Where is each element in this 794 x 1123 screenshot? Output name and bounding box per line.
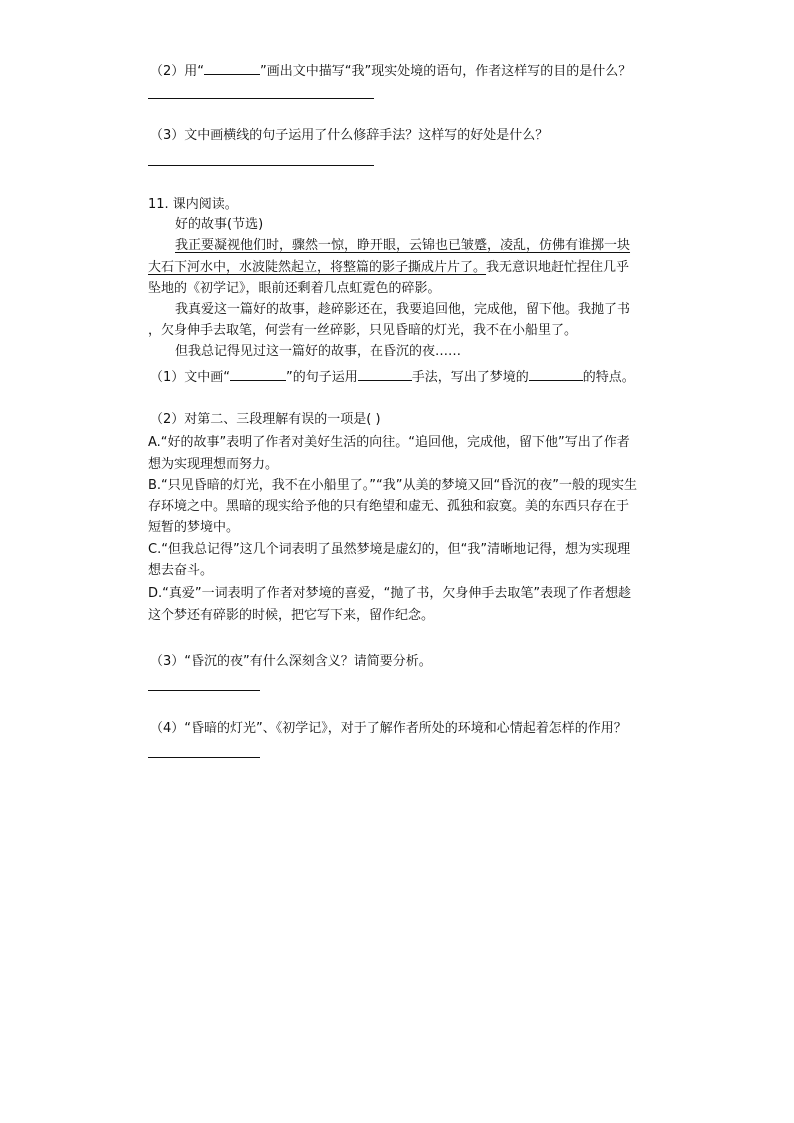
sub1-text-b: ”的句子运用 <box>286 370 358 385</box>
passage-p3-line1: 但我总记得见过这一篇好的故事，在昏沉的夜…… <box>175 344 462 359</box>
option-b-line3[interactable]: 短暂的梦境中。 <box>148 520 240 535</box>
sub1-text-d: 的特点。 <box>582 370 635 385</box>
question-prev-sub3: （3）文中画横线的句子运用了什么修辞手法？这样写的好处是什么？ <box>150 128 549 143</box>
answer-line[interactable] <box>148 98 374 99</box>
answer-line[interactable] <box>148 757 260 758</box>
passage-p2-line2: ，欠身伸手去取笔，何尝有一丝碎影，只见昏暗的灯光，我不在小船里了。 <box>148 323 578 338</box>
answer-line[interactable] <box>148 690 260 691</box>
passage-p1-line3: 坠地的《初学记》，眼前还剩着几点虹霓色的碎影。 <box>148 281 441 296</box>
sub1-text-c: 手法，写出了梦境的 <box>411 370 529 385</box>
passage-text: 我无意识地赶忙捏住几乎 <box>486 260 630 275</box>
question-11-heading: 11. 课内阅读。 <box>148 197 238 212</box>
underlined-sentence: 大石下河水中，水波陡然起立，将整篇的影子撕成片片了。 <box>148 260 487 275</box>
passage-title: 好的故事(节选) <box>175 217 264 232</box>
option-a-line2[interactable]: 想为实现理想而努力。 <box>148 457 279 472</box>
sub2-suffix: ”画出文中描写“我”现实处境的语句，作者这样写的目的是什么？ <box>260 64 632 79</box>
fill-blank[interactable] <box>358 366 412 381</box>
fill-blank[interactable] <box>529 366 583 381</box>
subquestion-2-stem: （2）对第二、三段理解有误的一项是( ) <box>150 412 381 427</box>
option-b-line2[interactable]: 存环境之中。黑暗的现实给予他的只有绝望和虚无、孤独和寂寞。美的东西只存在于 <box>148 499 630 514</box>
question-prev-sub2 <box>150 60 631 82</box>
option-c-line2[interactable]: 想去奋斗。 <box>148 563 214 578</box>
answer-line[interactable] <box>148 165 374 166</box>
underlined-sentence: 我正要凝视他们时，骤然一惊，睁开眼，云锦也已皱蹙，凌乱，仿佛有谁掷一块 <box>175 238 631 253</box>
fill-blank[interactable] <box>230 366 286 381</box>
option-a-line1[interactable]: A.“好的故事”表明了作者对美好生活的向往。“追回他，完成他，留下他”写出了作者 <box>148 435 630 450</box>
subquestion-4: （4）“昏暗的灯光”、《初学记》，对于了解作者所处的环境和心情起着怎样的作用？ <box>150 721 627 736</box>
subquestion-3: （3）“昏沉的夜”有什么深刻含义？请简要分析。 <box>150 654 432 669</box>
passage-p1-line2 <box>148 258 629 278</box>
sub1-text-a: （1）文中画“ <box>150 370 231 385</box>
fill-blank[interactable] <box>204 60 260 75</box>
option-b-line1[interactable]: B.“只见昏暗的灯光，我不在小船里了。”“我”从美的梦境又回“昏沉的夜”一般的现实生 <box>148 478 637 493</box>
passage-p2-line1: 我真爱这一篇好的故事，趁碎影还在，我要追回他，完成他，留下他。我抛了书 <box>175 302 631 317</box>
passage-p1-line1 <box>175 236 630 256</box>
option-d-line1[interactable]: D.“真爱”一词表明了作者对梦境的喜爱，“抛了书，欠身伸手去取笔”表现了作者想趁 <box>148 586 632 601</box>
option-c-line1[interactable]: C.“但我总记得”这几个词表明了虽然梦境是虚幻的，但“我”清晰地记得，想为实现理 <box>148 542 631 557</box>
sub2-prefix: （2）用“ <box>150 64 205 79</box>
subquestion-1 <box>150 366 635 388</box>
option-d-line2[interactable]: 这个梦还有碎影的时候，把它写下来，留作纪念。 <box>148 608 435 623</box>
